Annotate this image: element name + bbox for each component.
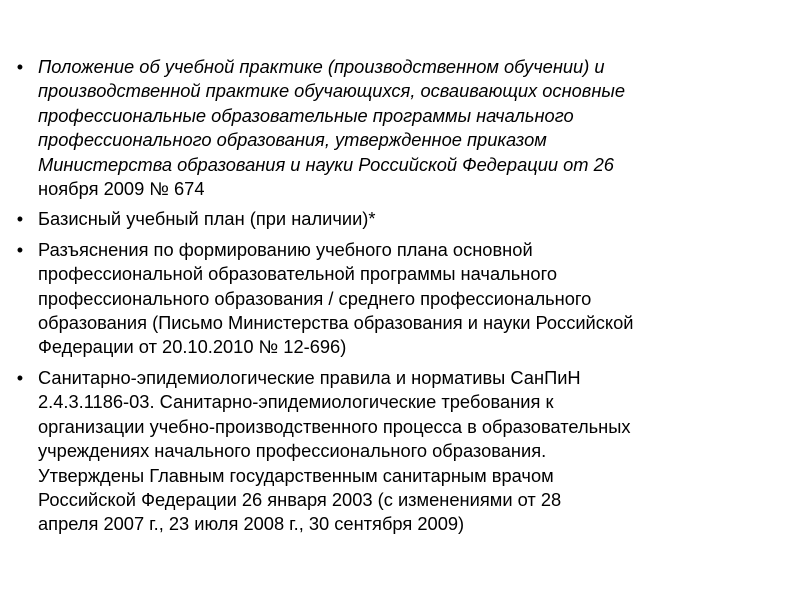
text-line: Положение об учебной практике (производственном обучении) и xyxy=(38,56,605,77)
text-line: Федерации от 20.10.2010 № 12-696) xyxy=(38,336,347,358)
text-line: Утверждены Главным государственным санитарным врачом xyxy=(38,464,554,486)
list-item-sanpin xyxy=(14,366,770,537)
text-line: Базисный учебный план (при наличии)* xyxy=(38,208,376,230)
text-line: профессиональные образовательные программы начального xyxy=(38,104,574,126)
text-line: профессионального образования, утвержденное приказом xyxy=(38,129,547,151)
text-line: профессионального образования / среднего профессионального xyxy=(38,287,592,309)
list-item-regulation-practice xyxy=(14,55,770,201)
text-line: Санитарно-эпидемиологические правила и нормативы СанПиН xyxy=(38,366,581,388)
bullet-icon: • xyxy=(16,238,24,260)
text-line: организации учебно-производственного процесса в образовательных xyxy=(38,415,631,437)
text-line: образования (Письмо Министерства образования и науки Российской xyxy=(38,312,634,334)
list-item-curriculum-explanations xyxy=(14,238,770,360)
text-line: производственной практике обучающихся, осваивающих основные xyxy=(38,80,626,102)
bullet-icon: • xyxy=(16,208,24,230)
text-line: ноября 2009 № 674 xyxy=(38,178,205,200)
bullet-icon: • xyxy=(16,56,24,77)
text-line: 2.4.3.1186-03. Санитарно-эпидемиологические требования к xyxy=(38,391,554,413)
text-line: учреждениях начального профессионального образования. xyxy=(38,440,547,462)
text-line: Министерства образования и науки Российской Федерации от 26 xyxy=(38,153,614,175)
text-line: апреля 2007 г., 23 июля 2008 г., 30 сентября 2009) xyxy=(38,513,465,535)
text-line: Российской Федерации 26 января 2003 (с изменениями от 28 xyxy=(38,488,562,510)
text-line: Разъяснения по формированию учебного плана основной xyxy=(38,238,533,260)
text-line: профессиональной образовательной программы начального xyxy=(38,263,557,285)
bullet-list xyxy=(14,55,770,537)
list-item-basic-curriculum xyxy=(14,207,770,231)
bullet-icon: • xyxy=(16,366,24,388)
